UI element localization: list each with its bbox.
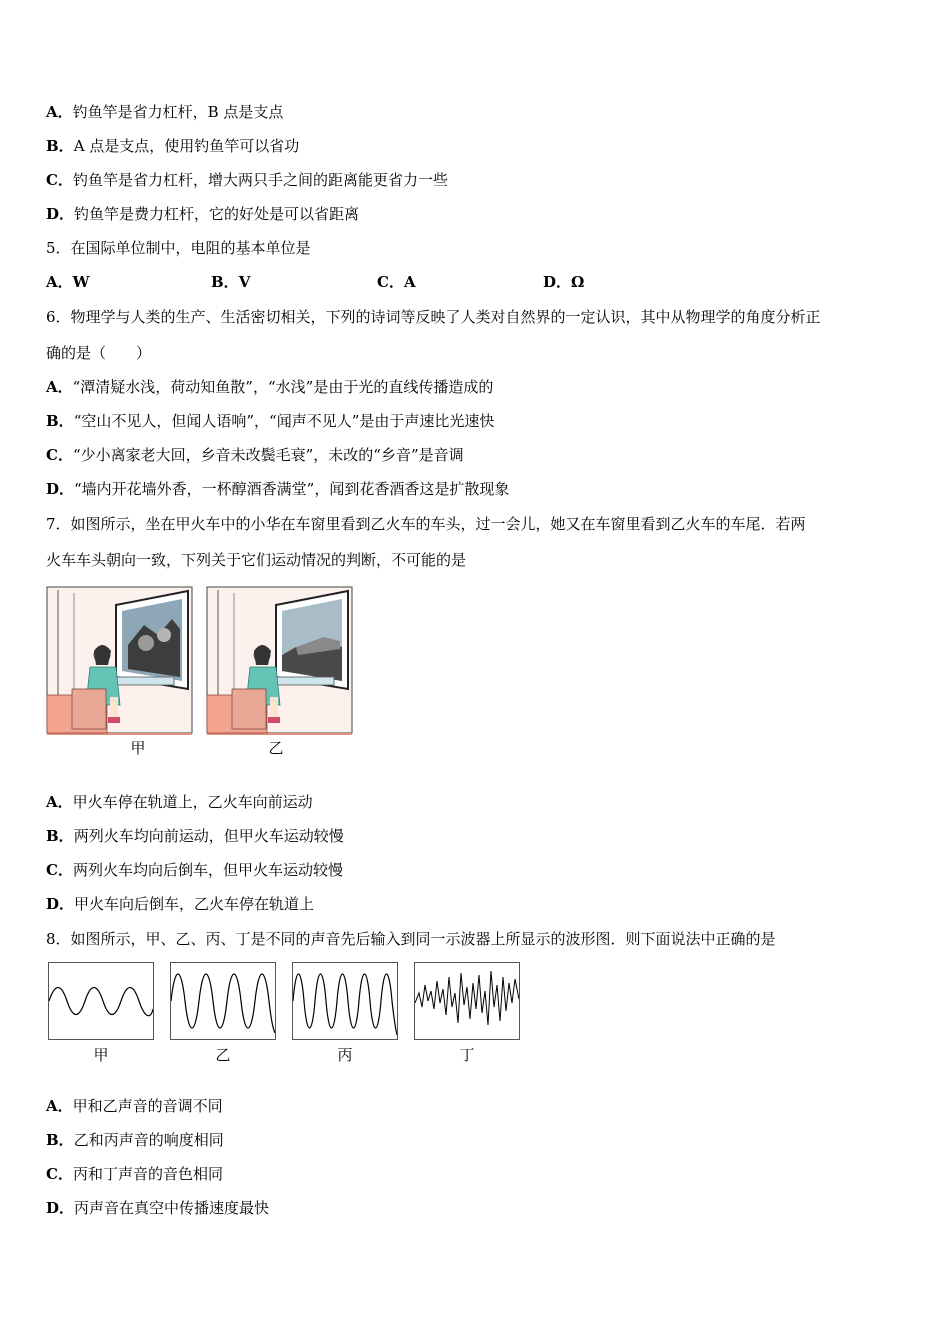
q4-option-d: [46, 204, 359, 224]
q7-figure: [46, 585, 356, 760]
q5-option-a: [46, 272, 90, 292]
q6-stem-line1: 6．物理学与人类的生产、生活密切相关，下列的诗词等反映了人类对自然界的一定认识，其中从物理学的角度分析正: [46, 308, 821, 326]
q7-option-a: [46, 792, 313, 812]
option-letter: B．: [46, 412, 74, 430]
option-text: V: [238, 273, 251, 291]
option-letter: D．: [46, 1199, 75, 1217]
q4-option-a: [46, 102, 283, 122]
q8-option-b: [46, 1130, 224, 1150]
option-text: 钓鱼竿是省力杠杆，B 点是支点: [72, 103, 284, 121]
option-letter: C．: [46, 1165, 73, 1183]
waveform-yi-plot: [171, 963, 275, 1039]
wave-caption-jia: 甲: [93, 1046, 109, 1064]
option-letter: B．: [211, 273, 239, 291]
train-window-illustrations: [46, 585, 356, 760]
option-text: 钓鱼竿是费力杠杆，它的好处是可以省距离: [74, 205, 360, 223]
option-letter: A．: [46, 103, 73, 121]
waveform-ding-plot: [415, 963, 519, 1039]
figure-caption-yi: 乙: [268, 739, 284, 757]
wave-caption-bing: 丙: [337, 1046, 353, 1064]
option-letter: A．: [46, 273, 73, 291]
waveform-bing-plot: [293, 963, 397, 1039]
panel-jia-illustration: [47, 587, 192, 735]
option-letter: B．: [46, 137, 74, 155]
q8-option-c: [46, 1164, 223, 1184]
q8-option-d: [46, 1198, 269, 1218]
option-text: “墙内开花墙外香，一杯醇酒香满堂”，闻到花香酒香这是扩散现象: [74, 480, 510, 498]
option-text: A: [403, 273, 416, 291]
q5-option-c: [377, 272, 416, 292]
q5-stem: 5．在国际单位制中，电阻的基本单位是: [46, 239, 311, 257]
q5-options: [46, 272, 926, 292]
option-text: 甲火车向后倒车，乙火车停在轨道上: [74, 895, 315, 913]
waveform-jia: [48, 962, 154, 1040]
q8-waveform-figure: [46, 960, 524, 1066]
q5-option-d: [543, 272, 584, 292]
option-text: 甲火车停在轨道上，乙火车向前运动: [72, 793, 313, 811]
option-text: 钓鱼竿是省力杠杆，增大两只手之间的距离能更省力一些: [72, 171, 448, 189]
q8-stem: 8．如图所示，甲、乙、丙、丁是不同的声音先后输入到同一示波器上所显示的波形图．则下面说法中正确的是: [46, 930, 776, 948]
q7-option-d: [46, 894, 314, 914]
wave-caption-ding: 丁: [459, 1046, 475, 1064]
option-text: 两列火车均向后倒车，但甲火车运动较慢: [72, 861, 343, 879]
option-letter: C．: [46, 861, 73, 879]
option-letter: D．: [46, 480, 75, 498]
q7-stem-line1: 7．如图所示，坐在甲火车中的小华在车窗里看到乙火车的车头，过一会儿，她又在车窗里看到乙火车的车尾．若两: [46, 515, 806, 533]
q6-option-b: [46, 411, 494, 431]
option-text: Ω: [571, 273, 585, 291]
q4-option-b: [46, 136, 299, 156]
option-text: 两列火车均向前运动，但甲火车运动较慢: [73, 827, 344, 845]
q6-option-d: [46, 479, 509, 499]
wave-caption-yi: 乙: [215, 1046, 231, 1064]
panel-yi-illustration: [207, 587, 352, 735]
option-text: A 点是支点，使用钓鱼竿可以省功: [73, 137, 300, 155]
option-letter: C．: [46, 171, 73, 189]
option-text: 乙和丙声音的响度相同: [73, 1131, 224, 1149]
option-text: W: [72, 273, 90, 291]
q8-option-a: [46, 1096, 223, 1116]
q4-option-c: [46, 170, 448, 190]
option-text: 丙声音在真空中传播速度最快: [74, 1199, 270, 1217]
option-text: “潭清疑水浅，荷动知鱼散”，“水浅”是由于光的直线传播造成的: [72, 378, 494, 396]
option-text: “空山不见人，但闻人语响”，“闻声不见人”是由于声速比光速快: [73, 412, 495, 430]
option-letter: A．: [46, 378, 73, 396]
option-text: 甲和乙声音的音调不同: [72, 1097, 223, 1115]
waveform-yi: [170, 962, 276, 1040]
waveform-ding: [414, 962, 520, 1040]
option-letter: D．: [46, 895, 75, 913]
figure-caption-jia: 甲: [130, 739, 146, 757]
waveform-bing: [292, 962, 398, 1040]
option-letter: C．: [377, 273, 404, 291]
option-letter: D．: [543, 273, 572, 291]
q6-option-a: [46, 377, 493, 397]
q7-option-b: [46, 826, 344, 846]
option-letter: D．: [46, 205, 75, 223]
q7-stem-line2: 火车车头朝向一致，下列关于它们运动情况的判断，不可能的是: [46, 551, 467, 569]
waveform-jia-plot: [49, 963, 153, 1039]
option-letter: A．: [46, 793, 73, 811]
q7-option-c: [46, 860, 343, 880]
option-letter: B．: [46, 827, 74, 845]
q6-option-c: [46, 445, 464, 465]
option-text: 丙和丁声音的音色相同: [72, 1165, 223, 1183]
option-text: “少小离家老大回，乡音未改鬓毛衰”，未改的“乡音”是音调: [72, 446, 464, 464]
option-letter: A．: [46, 1097, 73, 1115]
option-letter: B．: [46, 1131, 74, 1149]
option-letter: C．: [46, 446, 73, 464]
q6-stem-line2: 确的是（ ）: [46, 344, 152, 362]
q5-option-b: [211, 272, 250, 292]
